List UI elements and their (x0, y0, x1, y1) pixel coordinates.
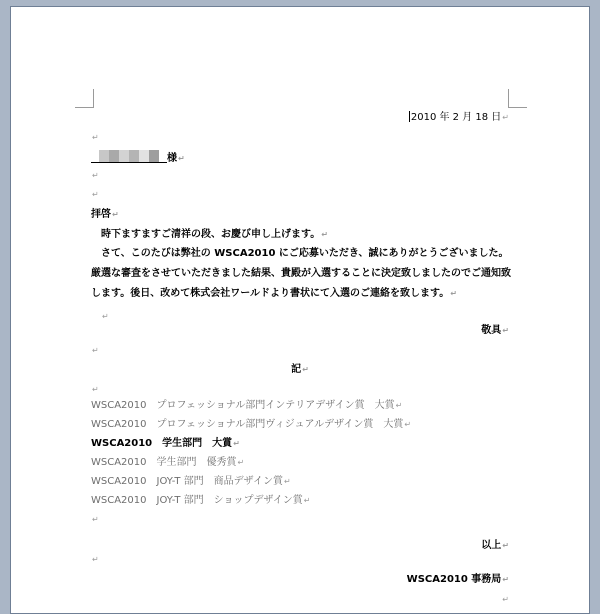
paragraph-mark: ↵ (303, 496, 311, 505)
salutation-line[interactable] (91, 208, 509, 222)
award-text: WSCA2010 学生部門 大賞 (91, 438, 233, 449)
body-paragraph[interactable] (91, 244, 511, 304)
addressee-underline (159, 150, 167, 163)
award-item[interactable] (91, 437, 509, 451)
award-text: WSCA2010 JOY-T 部門 ショップデザイン賞 (91, 495, 303, 506)
empty-line[interactable] (91, 593, 509, 607)
document-page[interactable] (10, 6, 590, 614)
award-item[interactable] (91, 418, 509, 432)
paragraph-mark: ↵ (92, 346, 99, 355)
paragraph-mark: ↵ (404, 420, 412, 429)
award-item[interactable] (91, 494, 509, 508)
award-text: WSCA2010 プロフェッショナル部門インテリアデザイン賞 大賞 (91, 400, 395, 411)
greeting-line[interactable] (91, 228, 509, 242)
ending-text: 以上 (481, 540, 502, 551)
paragraph-mark: ↵ (92, 515, 99, 524)
award-text: WSCA2010 プロフェッショナル部門ヴィジュアルデザイン賞 大賞 (91, 419, 404, 430)
paragraph-mark: ↵ (302, 365, 309, 374)
addressee-line[interactable] (91, 150, 509, 166)
paragraph-mark: ↵ (92, 171, 99, 180)
award-text: WSCA2010 JOY-T 部門 商品デザイン賞 (91, 476, 283, 487)
award-item[interactable] (91, 399, 509, 413)
empty-line[interactable] (91, 188, 509, 202)
addressee-underline (91, 150, 99, 163)
award-item[interactable] (91, 456, 509, 470)
empty-line[interactable] (91, 131, 509, 145)
text-cursor (409, 111, 410, 122)
empty-line[interactable] (91, 310, 509, 324)
letter-date: 2010 年 2 月 18 日 (410, 112, 502, 123)
paragraph-mark: ↵ (92, 190, 99, 199)
sender-line[interactable] (91, 573, 509, 587)
closing-line[interactable] (91, 324, 509, 338)
margin-corner-mark-top-left (75, 89, 94, 108)
body-text: さて、このたびは弊社の WSCA2010 にご応募いただき、誠にありがとうございました。厳選な審査をさせていただきました結果、貴殿が入選することに決定致しましたのでご通知致します。後日、改めて株式会社ワールドより書状にて入選のご連絡を致します。 (91, 248, 511, 299)
paragraph-mark: ↵ (178, 154, 185, 163)
paragraph-mark: ↵ (112, 210, 119, 219)
empty-line[interactable] (91, 169, 509, 183)
paragraph-mark: ↵ (92, 133, 99, 142)
margin-corner-mark-top-right (508, 89, 527, 108)
empty-line[interactable] (91, 383, 509, 397)
paragraph-mark: ↵ (92, 385, 99, 394)
salutation: 拝啓 (91, 209, 111, 220)
empty-line[interactable] (91, 553, 509, 567)
paragraph-mark: ↵ (502, 326, 509, 335)
addressee-suffix: 様 (167, 153, 177, 164)
paragraph-mark: ↵ (502, 113, 509, 122)
award-item[interactable] (91, 475, 509, 489)
paragraph-mark: ↵ (502, 541, 509, 550)
paragraph-mark: ↵ (92, 555, 99, 564)
empty-line[interactable] (91, 513, 509, 527)
paragraph-mark: ↵ (283, 477, 291, 486)
paragraph-mark: ↵ (102, 312, 109, 321)
redacted-name (99, 150, 159, 163)
paragraph-mark: ↵ (502, 595, 509, 604)
note-heading: 記 (291, 364, 302, 375)
paragraph-mark: ↵ (450, 289, 457, 298)
award-text: WSCA2010 学生部門 優秀賞 (91, 457, 237, 468)
paragraph-mark: ↵ (233, 439, 240, 448)
paragraph-mark: ↵ (321, 230, 328, 239)
greeting-text: 時下ますますご清祥の段、お慶び申し上げます。 (101, 229, 321, 240)
ending-line[interactable] (91, 539, 509, 553)
paragraph-mark: ↵ (237, 458, 245, 467)
note-heading-line[interactable] (91, 363, 509, 377)
empty-line[interactable] (91, 344, 509, 358)
sender-text: WSCA2010 事務局 (406, 574, 502, 585)
date-line[interactable] (91, 111, 509, 125)
paragraph-mark: ↵ (502, 575, 509, 584)
paragraph-mark: ↵ (395, 401, 403, 410)
closing-text: 敬具 (481, 325, 502, 336)
